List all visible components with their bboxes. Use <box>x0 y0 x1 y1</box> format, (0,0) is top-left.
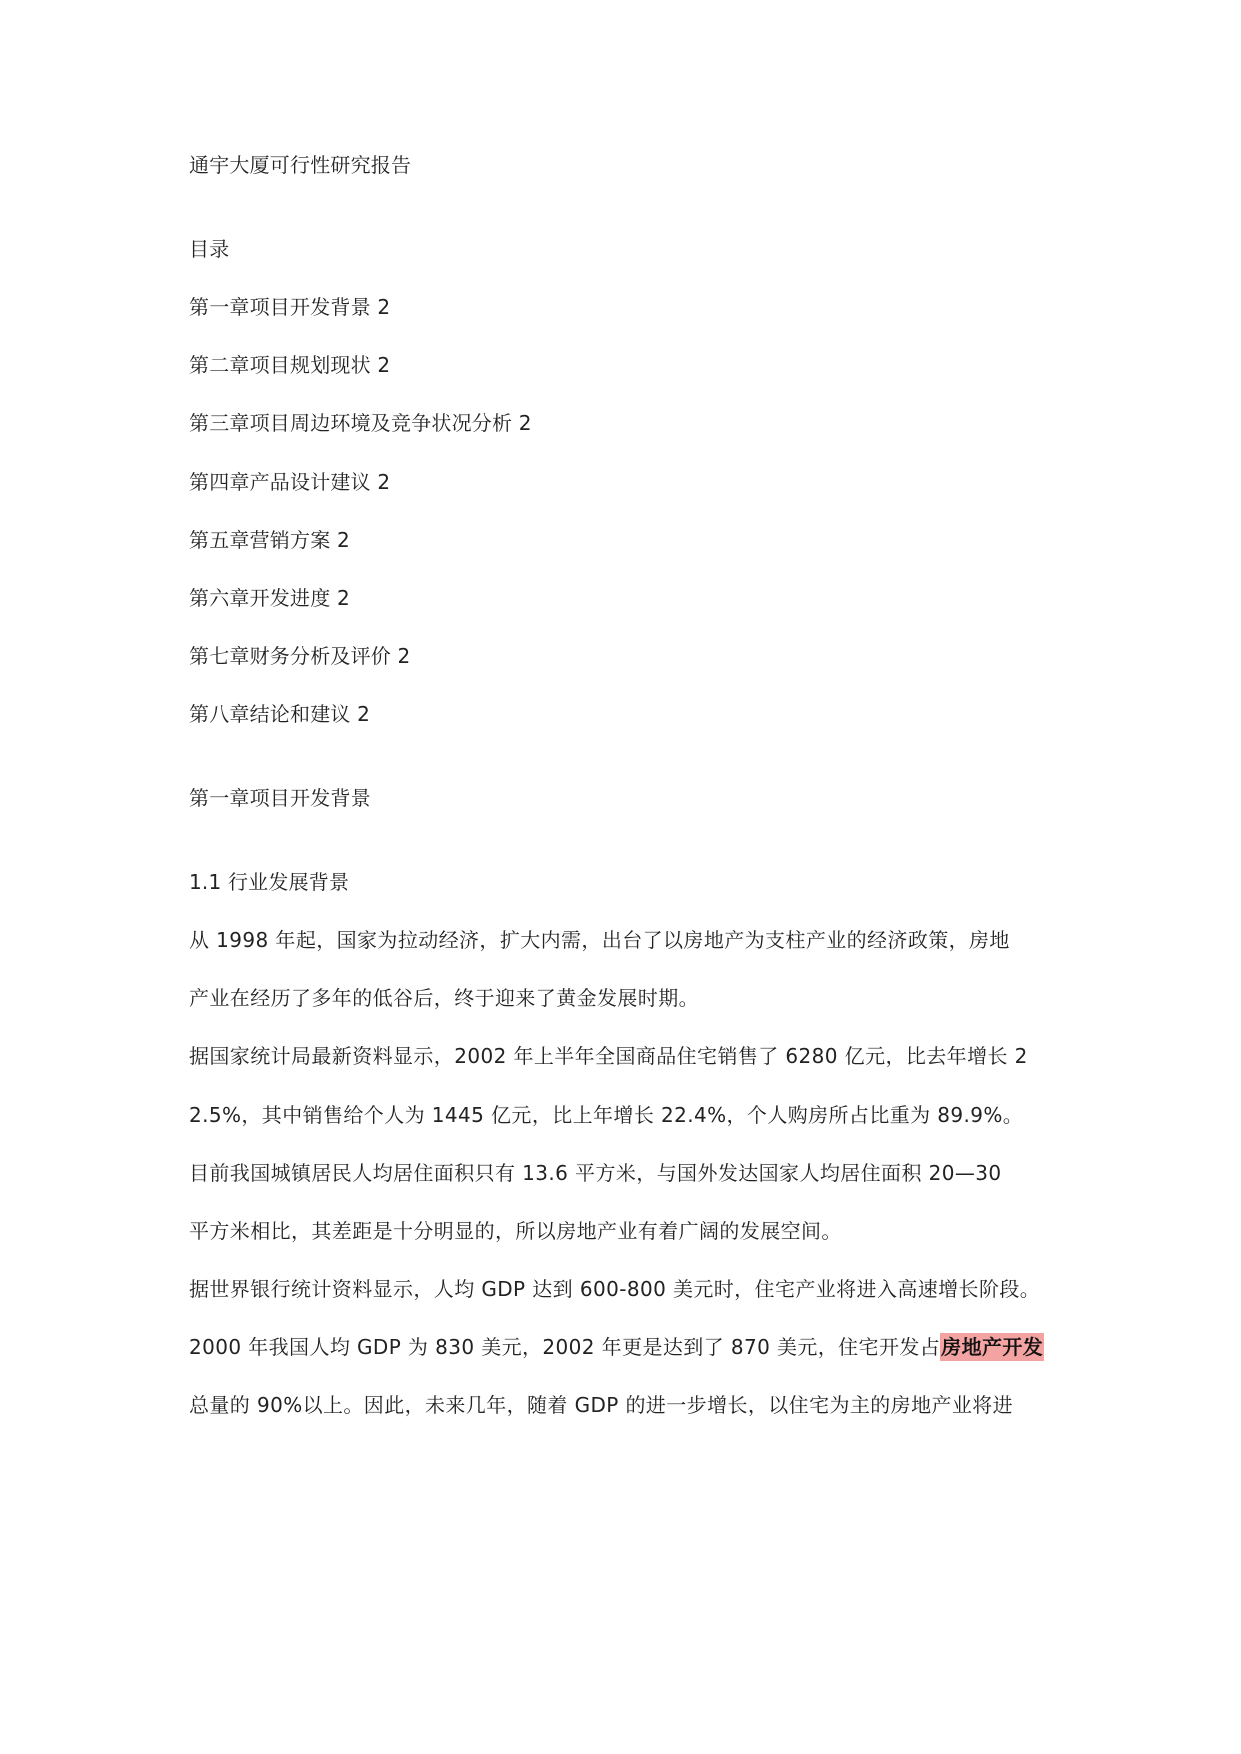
highlighted-term: 房地产开发 <box>941 1335 1044 1359</box>
toc-item-6: 第六章开发进度 2 <box>189 586 350 610</box>
body-line-5: 目前我国城镇居民人均居住面积只有 13.6 平方米，与国外发达国家人均居住面积 20—30 <box>189 1161 1002 1185</box>
body-line-4: 2.5%，其中销售给个人为 1445 亿元，比上年增长 22.4%，个人购房所占比重为 89.9%。 <box>189 1103 1024 1127</box>
document-title: 通宇大厦可行性研究报告 <box>189 153 412 177</box>
toc-item-7: 第七章财务分析及评价 2 <box>189 644 411 668</box>
toc-item-4: 第四章产品设计建议 2 <box>189 470 391 494</box>
body-line-7: 据世界银行统计资料显示，人均 GDP 达到 600-800 美元时，住宅产业将进入高速增长阶段。 <box>189 1277 1041 1301</box>
body-line-9: 总量的 90%以上。因此，未来几年，随着 GDP 的进一步增长，以住宅为主的房地产业将进 <box>189 1393 1014 1417</box>
body-line-3: 据国家统计局最新资料显示，2002 年上半年全国商品住宅销售了 6280 亿元，比去年增长 2 <box>189 1044 1028 1068</box>
body-line-1: 从 1998 年起，国家为拉动经济，扩大内需，出台了以房地产为支柱产业的经济政策，房地 <box>189 928 1010 952</box>
toc-item-1: 第一章项目开发背景 2 <box>189 295 391 319</box>
body-line-8-text: 2000 年我国人均 GDP 为 830 美元，2002 年更是达到了 870 美元，住宅开发占 <box>189 1335 941 1359</box>
body-line-2: 产业在经历了多年的低谷后，终于迎来了黄金发展时期。 <box>189 986 699 1010</box>
toc-item-8: 第八章结论和建议 2 <box>189 702 371 726</box>
toc-heading: 目录 <box>189 237 230 261</box>
toc-item-2: 第二章项目规划现状 2 <box>189 353 391 377</box>
body-line-6: 平方米相比，其差距是十分明显的，所以房地产业有着广阔的发展空间。 <box>189 1219 842 1243</box>
toc-item-3: 第三章项目周边环境及竞争状况分析 2 <box>189 411 532 435</box>
body-line-8 <box>189 1334 1059 1360</box>
chapter-heading: 第一章项目开发背景 <box>189 786 371 810</box>
toc-item-5: 第五章营销方案 2 <box>189 528 350 552</box>
section-heading: 1.1 行业发展背景 <box>189 870 350 894</box>
